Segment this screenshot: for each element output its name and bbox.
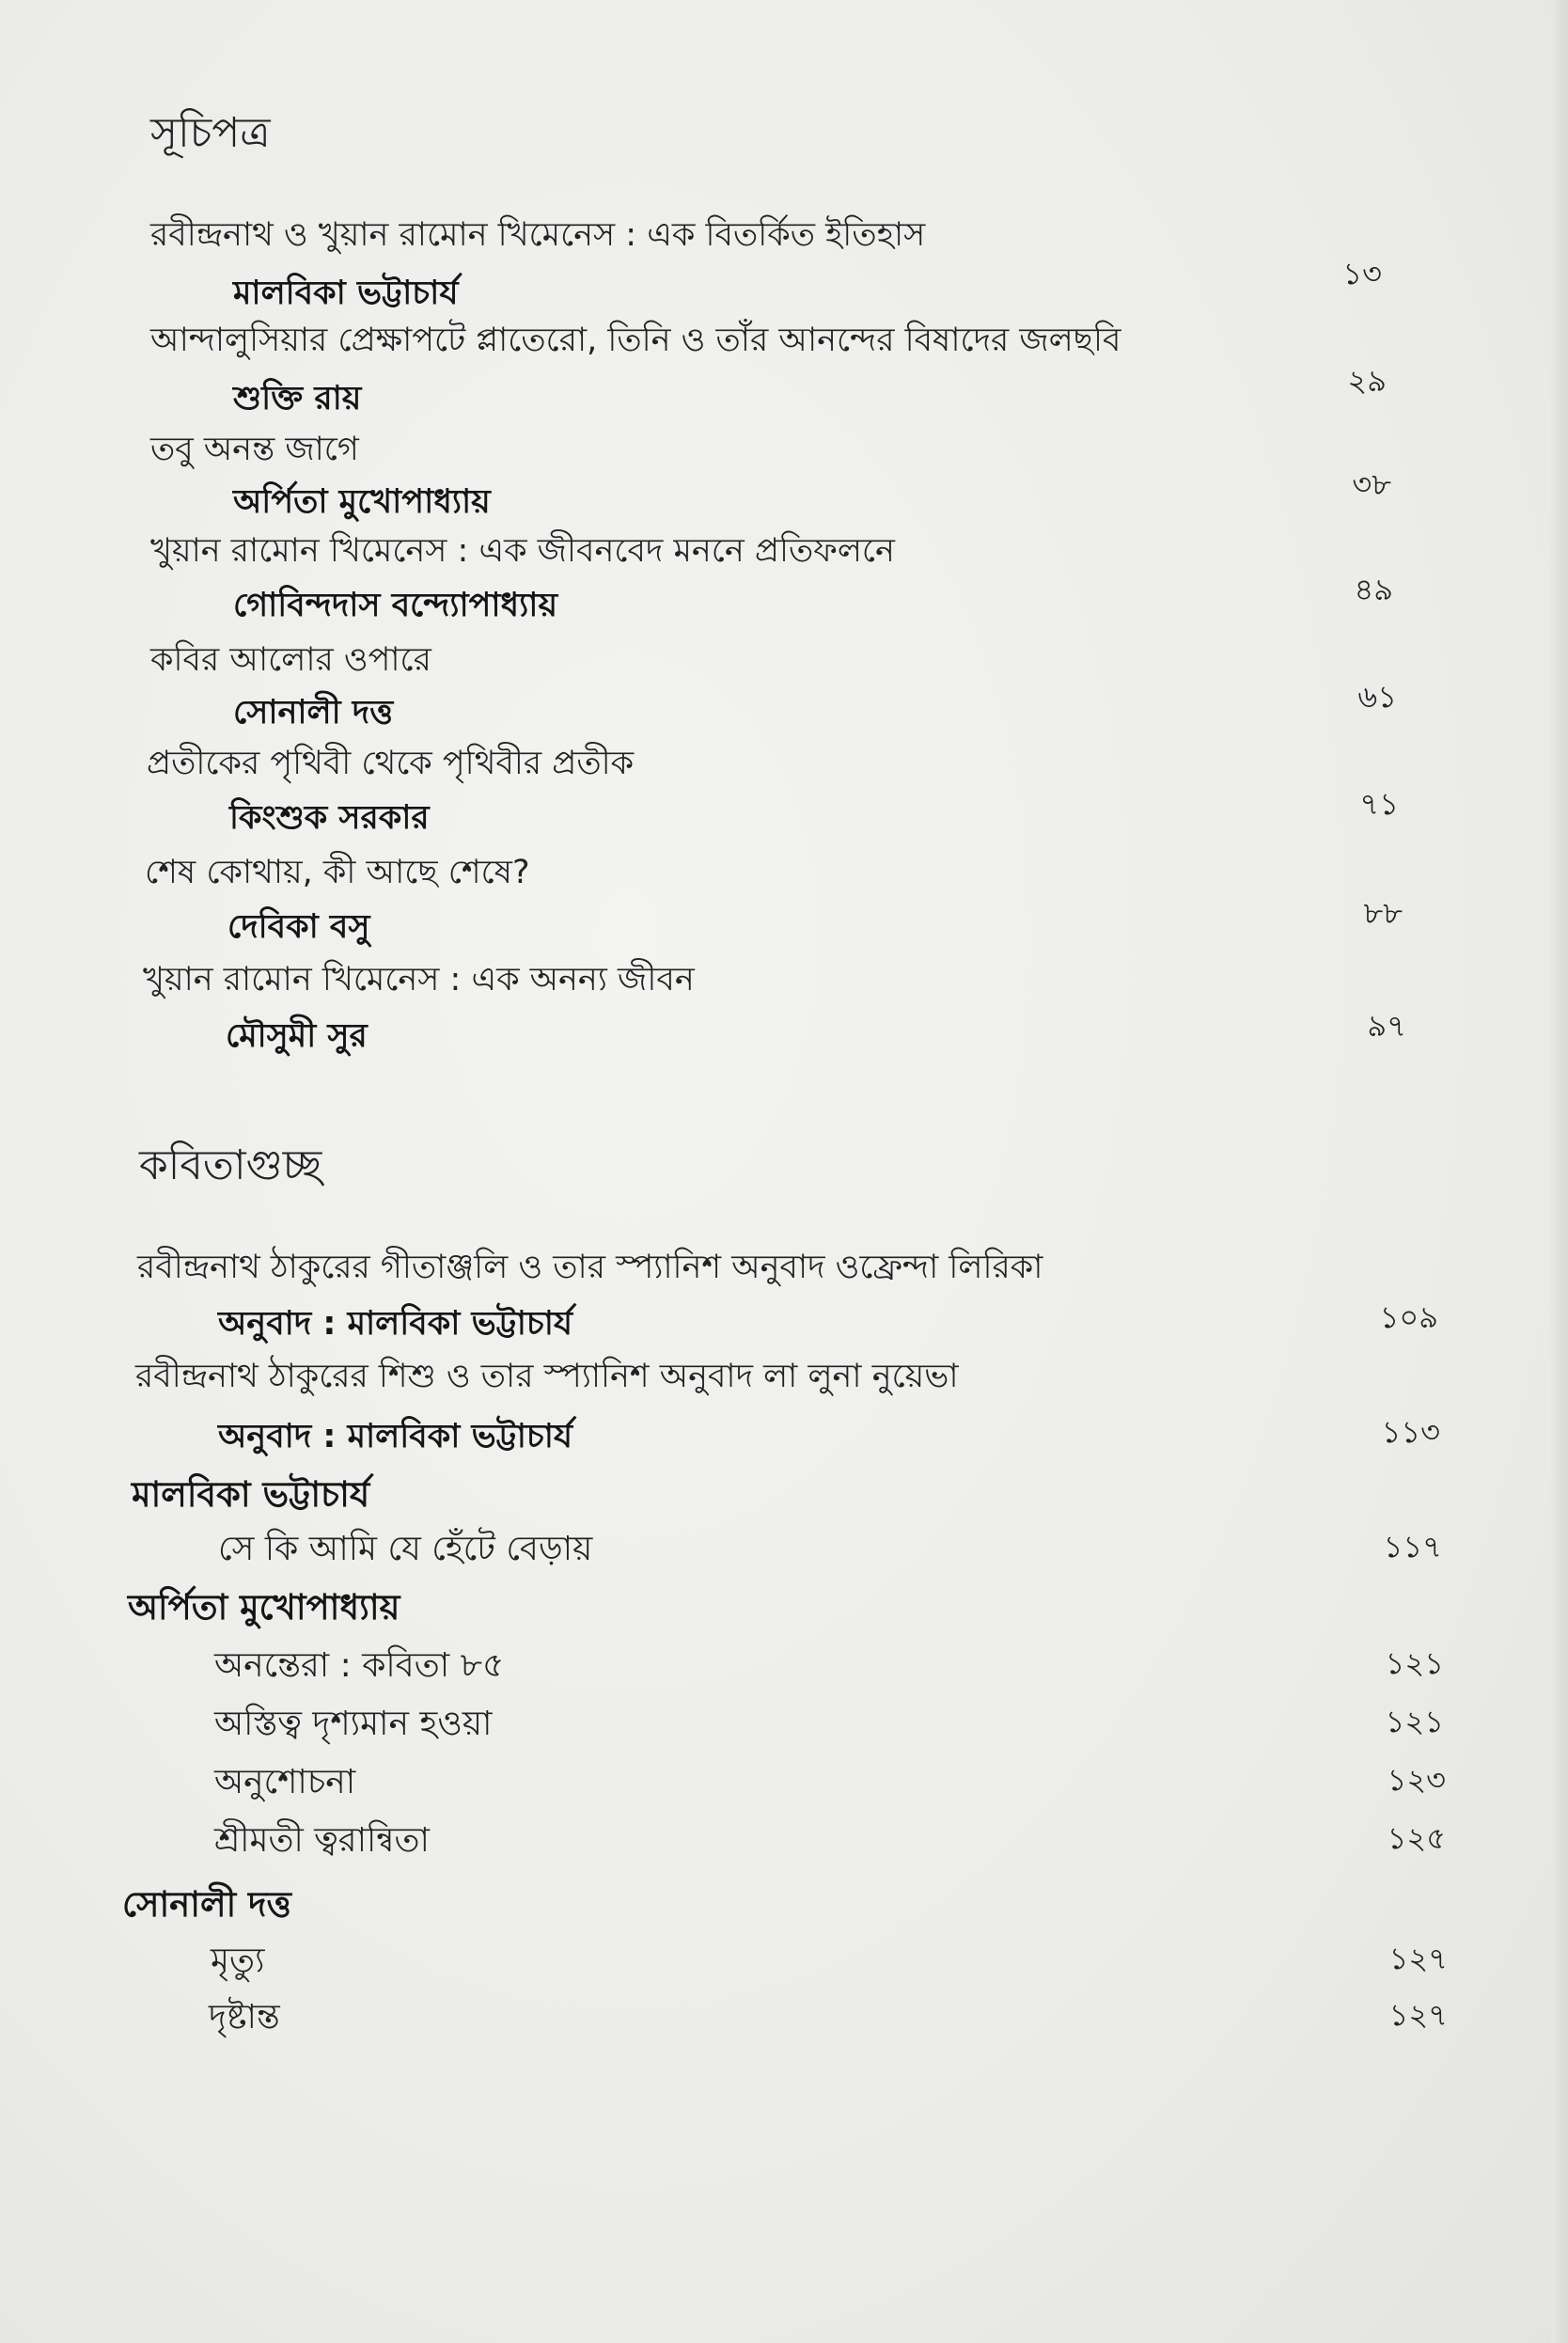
poem-page-1-1: ১১৭ bbox=[1383, 1529, 1442, 1565]
poem-page-2-4: ১২৫ bbox=[1387, 1820, 1446, 1856]
essay-author-4: গোবিন্দদাস বন্দ্যোপাধ্যায় bbox=[233, 587, 558, 624]
translation-page-1: ১০৯ bbox=[1379, 1299, 1438, 1335]
essay-author-7: দেবিকা বসু bbox=[227, 908, 370, 946]
essay-author-6: কিংশুক সরকার bbox=[229, 799, 430, 837]
essay-page-1: ১৩ bbox=[1342, 256, 1382, 291]
essay-title-2: আন্দালুসিয়ার প্রেক্ষাপটে প্লাতেরো, তিনি ও তাঁর আনন্দের বিষাদের জলছবি bbox=[150, 322, 1121, 359]
poem-page-3-1: ১২৭ bbox=[1388, 1941, 1448, 1976]
poet-name-1: মালবিকা ভট্টাচার্য bbox=[132, 1474, 370, 1515]
poem-page-2-1: ১২১ bbox=[1385, 1645, 1444, 1681]
essay-title-3: তবু অনন্ত জাগে bbox=[150, 431, 359, 468]
essay-page-5: ৬১ bbox=[1357, 679, 1397, 715]
translation-title-2: রবীন্দ্রনাথ ঠাকুরের শিশু ও তার স্প্যানিশ অনুবাদ লা লুনা নুয়েভা bbox=[135, 1358, 959, 1395]
essay-author-8: মৌসুমী সুর bbox=[226, 1017, 368, 1055]
poems-heading: কবিতাগুচ্ছ bbox=[139, 1141, 322, 1189]
essay-author-2: শুক্তি রায় bbox=[233, 380, 362, 417]
essay-page-4: ৪৯ bbox=[1354, 572, 1393, 607]
poem-title-2-3: অনুশোচনা bbox=[214, 1763, 356, 1801]
poet-name-3: সোনালী দত্ত bbox=[122, 1884, 291, 1925]
essay-author-1: মালবিকা ভট্টাচার্য bbox=[233, 275, 459, 312]
poem-page-3-2: ১২৭ bbox=[1388, 1997, 1448, 2033]
essay-title-4: খুয়ান রামোন খিমেনেস : এক জীবনবেদ মননে প্রতিফলনে bbox=[150, 532, 895, 570]
translation-page-2: ১১৩ bbox=[1381, 1414, 1440, 1450]
translation-credit-1: অনুবাদ : মালবিকা ভট্টাচার্য bbox=[218, 1305, 573, 1343]
translation-credit-2: অনুবাদ : মালবিকা ভট্টাচার্য bbox=[218, 1418, 573, 1455]
essay-page-8: ৯৭ bbox=[1367, 1008, 1406, 1044]
poet-name-2: অর্পিতা মুখোপাধ্যায় bbox=[128, 1587, 400, 1628]
poem-page-2-2: ১২১ bbox=[1385, 1704, 1444, 1739]
essay-author-5: সোনালী দত্ত bbox=[233, 694, 394, 731]
translation-title-1: রবীন্দ্রনাথ ঠাকুরের গীতাঞ্জলি ও তার স্প্যানিশ অনুবাদ ওফ্রেন্দা লিরিকা bbox=[137, 1249, 1043, 1286]
contents-heading: সূচিপত্র bbox=[150, 109, 271, 157]
poem-title-2-2: অস্তিত্ব দৃশ্যমান হওয়া bbox=[214, 1705, 493, 1743]
page-edge bbox=[1551, 0, 1568, 2343]
poem-title-2-1: অনন্তেরা : কবিতা ৮৫ bbox=[214, 1646, 505, 1685]
essay-author-3: অর্পিতা মুখোপাধ্যায় bbox=[233, 483, 491, 521]
essay-title-5: কবির আলোর ওপারে bbox=[150, 641, 431, 679]
essay-title-7: শেষ কোথায়, কী আছে শেষে? bbox=[145, 854, 530, 891]
poem-title-3-1: মৃত্যু bbox=[211, 1942, 265, 1980]
poem-title-1-1: সে কি আমি যে হেঁটে বেড়ায় bbox=[218, 1530, 593, 1568]
essay-title-1: রবীন্দ্রনাথ ও খুয়ান রামোন খিমেনেস : এক বিতর্কিত ইতিহাস bbox=[150, 216, 926, 254]
essay-title-8: খুয়ান রামোন খিমেনেস : এক অনন্য জীবন bbox=[143, 961, 695, 999]
essay-page-7: ৮৮ bbox=[1363, 895, 1403, 931]
poem-title-3-2: দৃষ্টান্ত bbox=[209, 1998, 280, 2036]
essay-page-2: ২৯ bbox=[1347, 363, 1387, 399]
essay-title-6: প্রতীকের পৃথিবী থেকে পৃথিবীর প্রতীক bbox=[147, 745, 635, 782]
poem-page-2-3: ১২৩ bbox=[1387, 1762, 1446, 1798]
essay-page-6: ৭১ bbox=[1359, 786, 1399, 822]
poem-title-2-4: শ্রীমতী ত্বরান্বিতা bbox=[214, 1821, 430, 1860]
essay-page-3: ৩৮ bbox=[1352, 466, 1391, 502]
